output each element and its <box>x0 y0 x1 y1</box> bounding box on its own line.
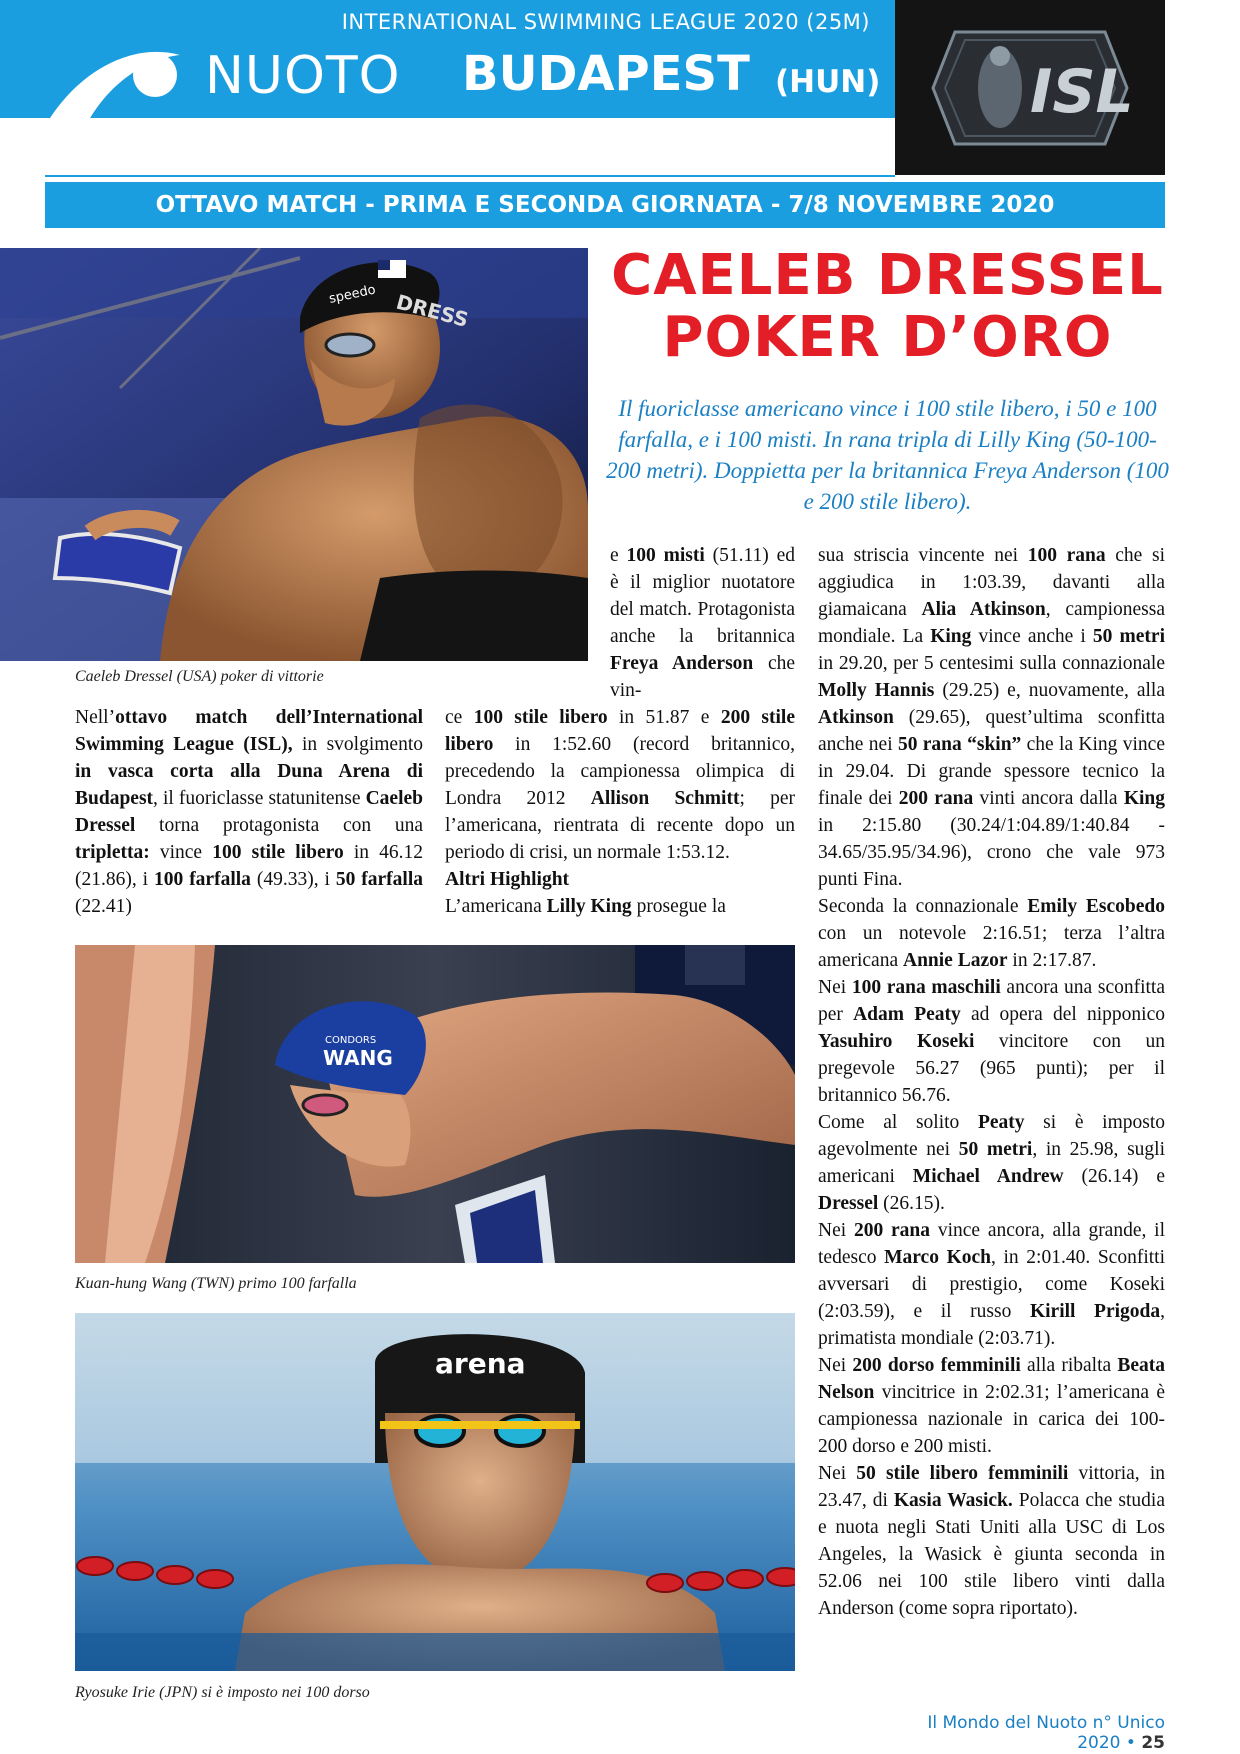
league-title: INTERNATIONAL SWIMMING LEAGUE 2020 (25M) <box>341 10 870 34</box>
article-column-3: sua striscia vincente nei 100 rana che si aggiudica in 1:03.39, davanti alla giamaicana Alia Atkinson, campionessa mondiale. La King vince anche i 50 metri in 29.20, per 5 centesimi sulla connazionale Molly Hannis (29.25) e, nuovamente, alla Atkinson (29.65), quest’ultima sconfitta anche nei 50 rana “skin” che la King vince in 29.04. Di grande spessore tecnico la finale dei 200 rana vinti ancora dalla King in 2:15.80 (30.24/1:04.89/1:40.84 - 34.65/35.95/34.96), crono che vale 973 punti Fina. Seconda la connazionale Emily Escobedo con un notevole 2:16.51; terza l’altra americana Annie Lazor in 2:17.87. Nei 100 rana maschili ancora una sconfitta per Adam Peaty ad opera del nipponico Yasuhiro Koseki vincitore con un pregevole 56.27 (965 punti); per il britannico 56.76. Come al solito Peaty si è imposto agevolmente nei 50 metri, in 25.98, sugli americani Michael Andrew (26.14) e Dressel (26.15). Nei 200 rana vince ancora, alla grande, il tedesco Marco Koch, in 2:01.40. Sconfitti avversari di prestigio, come Koseki (2:03.59), e il russo Kirill Prigoda, primatista mondiale (2:03.71). Nei 200 dorso femminili alla ribalta Beata Nelson vincitrice in 2:02.31; l’americana è campionessa nazionale in carica dei 100-200 dorso e 200 misti. Nei 50 stile libero femminili vittoria, in 23.47, di Kasia Wasick. Polacca che studia e nuota negli Stati Uniti alla USC di Los Angeles, la Wasick è giunta seconda in 52.06 nei 100 stile libero vinti dalla Anderson (come sopra riportato). <box>818 545 1166 1619</box>
photo-wang <box>75 945 795 1263</box>
article-deck: Il fuoriclasse americano vince i 100 stile libero, i 50 e 100 farfalla, e i 100 misti. In rana tripla di Lilly King (50-100-200 metri). Doppietta per la britannica Freya Anderson (100 e 200 stile libero). <box>606 396 1169 514</box>
article-column-2-top: e 100 misti (51.11) ed è il miglior nuotatore del match. Protagonista anche la britannica Freya Anderson che vin- <box>610 545 795 701</box>
country-code: (HUN) <box>775 64 881 100</box>
svg-text:speedo: speedo <box>327 282 378 307</box>
match-banner: OTTAVO MATCH - PRIMA E SECONDA GIORNATA - 7/8 NOVEMBRE 2020 <box>45 182 1165 228</box>
isl-logo-text: ISL <box>1030 57 1134 127</box>
photo-wang-caption: Kuan-hung Wang (TWN) primo 100 farfalla <box>75 1275 357 1292</box>
footer-magazine: Il Mondo del Nuoto n° Unico 2020 <box>927 1713 1165 1753</box>
isl-logo <box>895 0 1165 175</box>
photo-irie-caption: Ryosuke Irie (JPN) si è imposto nei 100 dorso <box>75 1684 370 1701</box>
svg-text:CONDORS: CONDORS <box>325 1035 377 1046</box>
svg-text:DRESS: DRESS <box>393 289 471 332</box>
photo-irie <box>75 1313 795 1671</box>
subhead-highlight: Altri Highlight <box>445 869 570 890</box>
article-column-2-bottom: ce 100 stile libero in 51.87 e 200 stile libero in 1:52.60 (record britannico, precedendo la campionessa olimpica di Londra 2012 Allison Schmitt; per l’americana, rientrata di recente dopo un periodo di crisi, un normale 1:53.12. Altri Highlight L’americana Lilly King prosegue la <box>445 707 796 917</box>
footer-bullet: • <box>1125 1733 1136 1753</box>
photo-dressel <box>0 248 588 661</box>
article-column-1: Nell’ottavo match dell’International Swimming League (ISL), in svolgimento in vasca corta alla Duna Arena di Budapest, il fuoriclasse statunitense Caeleb Dressel torna protagonista con una tripletta: vince 100 stile libero in 46.12 (21.86), i 100 farfalla (49.33), i 50 farfalla (22.41) <box>75 707 424 917</box>
section-title: NUOTO <box>205 46 401 106</box>
swimmer-logo-icon <box>15 20 215 180</box>
headline <box>610 245 1165 369</box>
banner-rule <box>45 175 895 177</box>
photo-dressel-caption: Caeleb Dressel (USA) poker di vittorie <box>75 668 324 685</box>
headline-line-2: POKER D’ORO <box>662 305 1113 370</box>
city-title: BUDAPEST <box>462 46 750 102</box>
headline-line-1: CAELEB DRESSEL <box>611 243 1164 308</box>
svg-text:arena: arena <box>435 1347 526 1380</box>
isl-shield-icon <box>895 0 1165 175</box>
page-number: 25 <box>1141 1733 1165 1753</box>
svg-text:WANG: WANG <box>323 1046 393 1070</box>
page-footer <box>880 1713 1165 1753</box>
